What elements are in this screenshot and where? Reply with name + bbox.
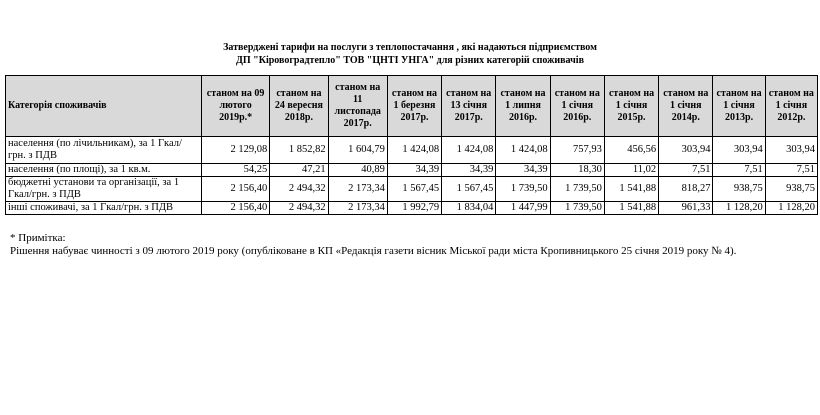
tariff-cell: 1 992,79 xyxy=(387,202,441,215)
tariff-cell: 7,51 xyxy=(713,164,765,177)
column-header: станом на 13 січня 2017р. xyxy=(442,76,496,137)
tariff-cell: 1 739,50 xyxy=(550,177,604,202)
tariff-cell: 34,39 xyxy=(387,164,441,177)
tariff-cell: 1 834,04 xyxy=(442,202,496,215)
tariff-cell: 2 173,34 xyxy=(328,177,387,202)
column-header: станом на 09 лютого 2019р.* xyxy=(201,76,269,137)
tariff-cell: 1 424,08 xyxy=(496,137,550,164)
footnote-text: Рішення набуває чинності з 09 лютого 2019 року (опубліковане в КП «Редакція газети вісник Міської ради міста Кропивницького 25 січня 2019 року № 4). xyxy=(10,245,737,257)
column-header: станом на 24 вересня 2018р. xyxy=(270,76,328,137)
tariff-cell: 1 739,50 xyxy=(550,202,604,215)
table-row xyxy=(6,177,818,202)
tariff-cell: 1 541,88 xyxy=(604,202,658,215)
tariff-table xyxy=(5,75,818,215)
tariff-cell: 40,89 xyxy=(328,164,387,177)
tariff-cell: 1 541,88 xyxy=(604,177,658,202)
tariff-cell: 18,30 xyxy=(550,164,604,177)
tariff-cell: 456,56 xyxy=(604,137,658,164)
column-header: станом на 1 липня 2016р. xyxy=(496,76,550,137)
tariff-cell: 7,51 xyxy=(659,164,713,177)
tariff-cell: 11,02 xyxy=(604,164,658,177)
tariff-cell: 54,25 xyxy=(201,164,269,177)
column-header: станом на 1 січня 2015р. xyxy=(604,76,658,137)
column-header: станом на 11 листопада 2017р. xyxy=(328,76,387,137)
tariff-cell: 1 447,99 xyxy=(496,202,550,215)
column-header: станом на 1 січня 2016р. xyxy=(550,76,604,137)
tariff-cell: 818,27 xyxy=(659,177,713,202)
tariff-cell: 47,21 xyxy=(270,164,328,177)
tariff-cell: 1 567,45 xyxy=(442,177,496,202)
column-header: станом на 1 березня 2017р. xyxy=(387,76,441,137)
tariff-cell: 938,75 xyxy=(765,177,817,202)
tariff-cell: 1 852,82 xyxy=(270,137,328,164)
table-row xyxy=(6,137,818,164)
column-header-category: Категорія споживачів xyxy=(6,76,202,137)
tariff-cell: 34,39 xyxy=(442,164,496,177)
tariff-cell: 961,33 xyxy=(659,202,713,215)
tariff-cell: 2 129,08 xyxy=(201,137,269,164)
tariff-cell: 1 128,20 xyxy=(765,202,817,215)
tariff-cell: 2 494,32 xyxy=(270,202,328,215)
row-category: бюджетні установи та організації, за 1 Гкал/грн. з ПДВ xyxy=(6,177,202,202)
column-header: станом на 1 січня 2013р. xyxy=(713,76,765,137)
tariff-cell: 34,39 xyxy=(496,164,550,177)
tariff-cell: 2 494,32 xyxy=(270,177,328,202)
footnote-label: * Примітка: xyxy=(10,232,66,244)
table-header-row xyxy=(6,76,818,137)
tariff-cell: 1 567,45 xyxy=(387,177,441,202)
row-category: населення (по площі), за 1 кв.м. xyxy=(6,164,202,177)
tariff-cell: 303,94 xyxy=(765,137,817,164)
row-category: населення (по лічильникам), за 1 Гкал/грн. з ПДВ xyxy=(6,137,202,164)
tariff-cell: 303,94 xyxy=(659,137,713,164)
table-row xyxy=(6,164,818,177)
table-row xyxy=(6,202,818,215)
row-category: інші споживачі, за 1 Гкал/грн. з ПДВ xyxy=(6,202,202,215)
tariff-cell: 1 424,08 xyxy=(442,137,496,164)
tariff-cell: 938,75 xyxy=(713,177,765,202)
tariff-cell: 757,93 xyxy=(550,137,604,164)
tariff-cell: 7,51 xyxy=(765,164,817,177)
tariff-cell: 1 604,79 xyxy=(328,137,387,164)
tariff-cell: 1 128,20 xyxy=(713,202,765,215)
tariff-cell: 2 173,34 xyxy=(328,202,387,215)
title-line-2: ДП "Кіровоградтепло" ТОВ "ЦНТІ УНГА" для різних категорій споживачів xyxy=(236,55,584,66)
column-header: станом на 1 січня 2014р. xyxy=(659,76,713,137)
tariff-cell: 303,94 xyxy=(713,137,765,164)
tariff-cell: 2 156,40 xyxy=(201,202,269,215)
tariff-cell: 1 424,08 xyxy=(387,137,441,164)
title-line-1: Затверджені тарифи на послуги з теплопостачання , які надаються підприємством xyxy=(223,42,597,53)
column-header: станом на 1 січня 2012р. xyxy=(765,76,817,137)
tariff-cell: 1 739,50 xyxy=(496,177,550,202)
tariff-cell: 2 156,40 xyxy=(201,177,269,202)
